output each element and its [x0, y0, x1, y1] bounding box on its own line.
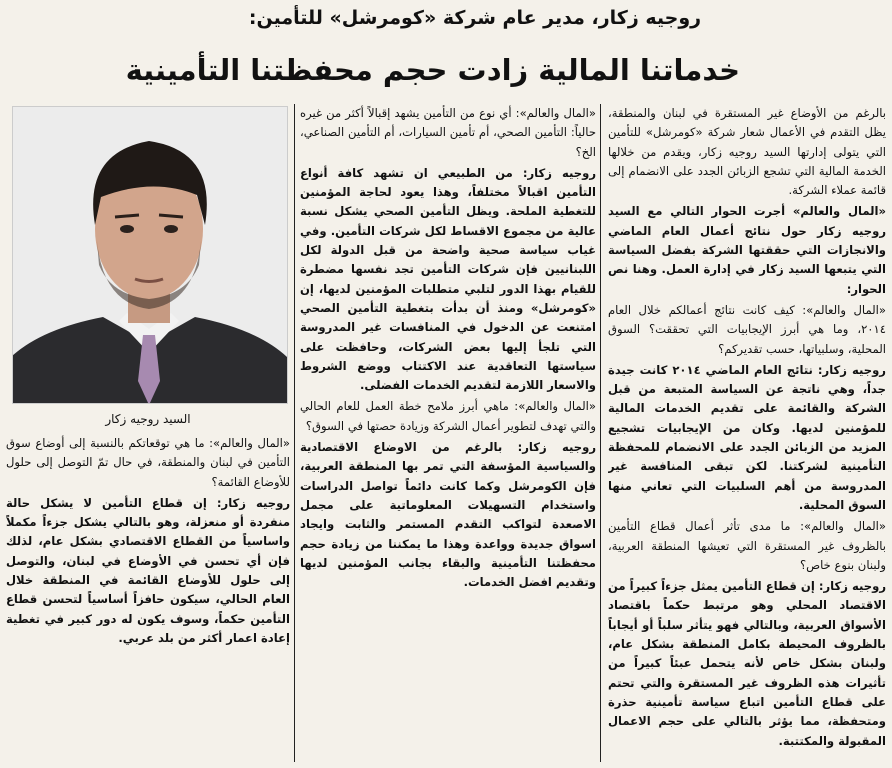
question-paragraph: «المال والعالم»: ما هي توقعاتكم بالنسبة إلى أوضاع سوق التأمين في لبنان والمنطقة، في حال تمّ التوصل إلى حلول للأوضاع القائمة؟	[6, 436, 290, 489]
article-headline: خدماتنا المالية زادت حجم محفظتنا التأمينية	[125, 53, 740, 87]
photo-caption: السيد روجيه زكار	[105, 412, 191, 426]
portrait-photo	[12, 106, 288, 404]
answer-paragraph: روجيه زكار: إن قطاع التأمين لا يشكل حالة منفردة أو منعزلة، وهو بالتالي يشكل جزءاً مكملاً واساسياً من القطاع الاقتصادي بشكل عام، لذلك فإن أي تحسن في الأوضاع في لبنان، والتوصل إلى حلول للأوضاع القائمة في المنطقة خلال العام الحالي، سيكون حافزاً أساسياً لتحسن قطاع التأمين حكماً، وسوف يكون له دور كبير في تغطية إعادة اعمار أكثر من بلد عربي.	[6, 495, 290, 645]
column-divider	[294, 104, 295, 762]
article-column-left	[6, 434, 290, 764]
answer-paragraph: روجيه زكار: نتائج العام الماضي ٢٠١٤ كانت جيدة جداً، وهي ناتجة عن السياسة المتبعة من قبل الشركة والقائمة على تقديم الخدمات المالية للمؤمنين لديها. وكان من الإيجابيات تشجيع المزيد من الزبائن الجدد على الانضمام للمحفظة التأمينية لشركتنا. لكن تبقى المنافسة غير المدروسة من أهم السلبيات التي تعاني منها السوق المحلية.	[608, 362, 886, 512]
question-paragraph: «المال والعالم»: ما مدى تأثر أعمال قطاع التأمين بالظروف غير المستقرة التي تعيشها المنطقة العربية، ولبنان بنوع خاص؟	[608, 519, 886, 572]
question-paragraph: «المال والعالم»: ماهي أبرز ملامح خطة العمل للعام الحالي والتي تهدف لتطوير أعمال الشركة وزيادة حصتها في السوق؟	[300, 399, 596, 433]
article-kicker: روجيه زكار، مدير عام شركة «كومرشل» للتأمين:	[248, 7, 702, 29]
answer-paragraph: روجيه زكار: بالرغم من الاوضاع الاقتصادية والسياسية المؤسفة التي تمر بها المنطقة العربية، فإن الكومرشل وكما كانت دائماً تواصل الدراسات واستخدام التسهيلات المعلوماتية على مجمل الاصعدة لتواكب التقدم المستمر والثابت وايجاد اسواق جديدة وواعدة وهذا ما يمكننا من زيادة حجم محفظتنا التأمينية والبقاء بجانب المؤمنين لديها وتقديم افضل الخدمات.	[300, 440, 596, 590]
article-column-middle	[300, 104, 596, 764]
article-paragraph: «المال والعالم» أجرت الحوار التالي مع السيد روجيه زكار حول نتائج أعمال العام الماضي والانجازات التي حققتها الشركة بفضل السياسة التي يتبعها السيد زكار في إدارة العمل. وهنا نص الحوار:	[608, 204, 886, 296]
article-paragraph: بالرغم من الأوضاع غير المستقرة في لبنان والمنطقة، يظل التقدم في الأعمال شعار شركة «كومرشل» للتأمين التي يتولى إدارتها السيد روجيه زكار، ويقدم من خلالها الخدمة المالية التي تشجع الزبائن الجدد على الانضمام إلى قائمة عملاء الشركة.	[608, 106, 886, 198]
article-column-right	[608, 104, 886, 764]
answer-paragraph: روجيه زكار: من الطبيعي ان تشهد كافة أنواع التأمين اقبالاً مختلفاً، وهذا يعود لحاجة المؤمنين للتغطية الملحة. ويظل التأمين الصحي يشكل نسبة عالية من مجموع الاقساط لكل شركات التأمين. وفي غياب سياسة صحية واضحة من قبل الدولة لكل اللبنانيين فإن شركات التأمين تجد نفسها مضطرة للقيام بهذا الدور لتلبي متطلبات المؤمنين لديها، إن «كومرشل» ومنذ أن بدأت بتغطية التأمين الصحي امتنعت عن الدخول في المنافسات غير المدروسة التي تلجأ إليها بعض الشركات، وحافظت على سياستها التعاقدية عند الاكتتاب ووضع الشروط والاسعار اللازمة لتقديم الخدمات الفضلى.	[300, 165, 596, 393]
question-paragraph: «المال والعالم»: أي نوع من التأمين يشهد إقبالاً أكثر من غيره حالياً: التأمين الصحي، أم تأمين السيارات، أم التأمين الصناعي، الخ؟	[300, 106, 596, 159]
column-divider	[600, 104, 601, 762]
answer-paragraph: روجيه زكار: إن قطاع التأمين يمثل جزءاً كبيراً من الاقتصاد المحلي وهو مرتبط حكماً باقتصاد الأسواق العربية، وبالتالي فهو يتأثر سلباً أو أيجاباً بالظروف المحيطة بكامل المنطقة بشكل عام، ولبنان بشكل خاص لأنه يتحمل عبئاً كبيراً من تأثيرات هذه الظروف غير المستقرة والتي تحتم على قطاع التأمين اتباع سياسة تأمينية حذرة ومتحفظة، مما يؤثر بالتالي على حجم الاعمال المقبولة والمكتتبة.	[608, 579, 886, 748]
question-paragraph: «المال والعالم»: كيف كانت نتائج أعمالكم خلال العام ٢٠١٤، وما هي أبرز الإيجابيات التي تحققت؟ السوق المحلية، وسلبياتها، حسب تقديركم؟	[608, 302, 886, 356]
portrait-illustration	[12, 107, 287, 404]
